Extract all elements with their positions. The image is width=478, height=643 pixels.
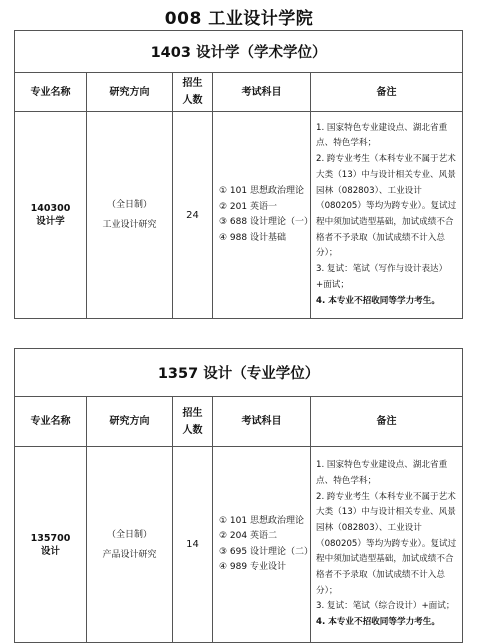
major-code: 140300	[30, 203, 71, 214]
header-direction: 研究方向	[87, 397, 173, 447]
exam-subject: ③ 688 设计理论（一）	[219, 217, 313, 227]
exam-subject: ① 101 思想政治理论	[219, 186, 304, 196]
exam-subject: ② 204 英语二	[219, 531, 277, 541]
note-item: 3. 复试：笔试（写作与设计表达）+面试；	[316, 264, 448, 290]
section-title: 1357 设计（专业学位）	[15, 349, 463, 397]
note-item: 2. 跨专业考生（本科专业不属于艺术大类（13）中与设计相关专业、风景园林（082803）、工业设计（080205）等均为跨专业）。复试过程中须加试造型基础，加试成绩不合格者不予录取（加试成绩不计入总分）；	[316, 154, 457, 259]
note-item-emphasis: 4. 本专业不招收同等学力考生。	[316, 295, 440, 306]
enrollment-count: 24	[173, 112, 213, 319]
enrollment-count: 14	[173, 447, 213, 643]
note-item: 1. 国家特色专业建设点、湖北省重点、特色学科；	[316, 460, 448, 486]
header-major: 专业名称	[15, 397, 87, 447]
notes-cell	[311, 112, 463, 319]
section-title: 1403 设计学（学术学位）	[15, 31, 463, 73]
program-table-design-professional	[14, 348, 463, 643]
research-direction: 产品设计研究	[102, 549, 157, 560]
page-title: 008 工业设计学院	[164, 9, 314, 29]
header-major: 专业名称	[15, 73, 87, 112]
header-exam-subjects: 考试科目	[213, 73, 311, 112]
research-direction: 工业设计研究	[102, 220, 157, 230]
note-item-emphasis: 4. 本专业不招收同等学力考生。	[316, 617, 440, 628]
notes-cell	[311, 447, 463, 643]
header-exam-subjects: 考试科目	[213, 397, 311, 447]
exam-subject: ④ 989 专业设计	[219, 562, 286, 572]
exam-subject: ② 201 英语一	[219, 201, 277, 212]
major-name: 设计	[40, 545, 60, 557]
header-enrollment	[173, 73, 213, 112]
study-mode: （全日制）	[106, 200, 152, 210]
program-table-design-academic	[14, 30, 463, 319]
exam-subject: ④ 988 设计基础	[219, 232, 286, 243]
exam-subjects-cell	[213, 112, 311, 319]
note-item: 1. 国家特色专业建设点、湖北省重点、特色学科；	[316, 122, 448, 149]
exam-subjects-cell	[213, 447, 311, 643]
header-direction: 研究方向	[87, 73, 173, 112]
header-notes: 备注	[311, 397, 463, 447]
major-cell	[15, 112, 87, 319]
study-mode: （全日制）	[106, 529, 152, 540]
major-code: 135700	[30, 532, 71, 544]
header-enrollment	[173, 397, 213, 447]
header-notes: 备注	[311, 73, 463, 112]
direction-cell	[87, 447, 173, 643]
note-item: 2. 跨专业考生（本科专业不属于艺术大类（13）中与设计相关专业、风景园林（082803）、工业设计（080205）等均为跨专业）。复试过程中须加试造型基础，加试成绩不合格者不予录取（加试成绩不计入总分）；	[316, 491, 457, 596]
exam-subject: ① 101 思想政治理论	[219, 515, 304, 526]
major-name: 设计学	[36, 216, 65, 227]
header-enrollment-line2: 人数	[182, 424, 203, 436]
header-enrollment-line1: 招生	[182, 78, 203, 89]
exam-subject: ③ 695 设计理论（二）	[219, 546, 313, 557]
header-enrollment-line1: 招生	[182, 407, 203, 419]
header-enrollment-line2: 人数	[182, 95, 203, 106]
direction-cell	[87, 112, 173, 319]
note-item: 3. 复试：笔试（综合设计）+面试；	[316, 601, 455, 612]
major-cell	[15, 447, 87, 643]
